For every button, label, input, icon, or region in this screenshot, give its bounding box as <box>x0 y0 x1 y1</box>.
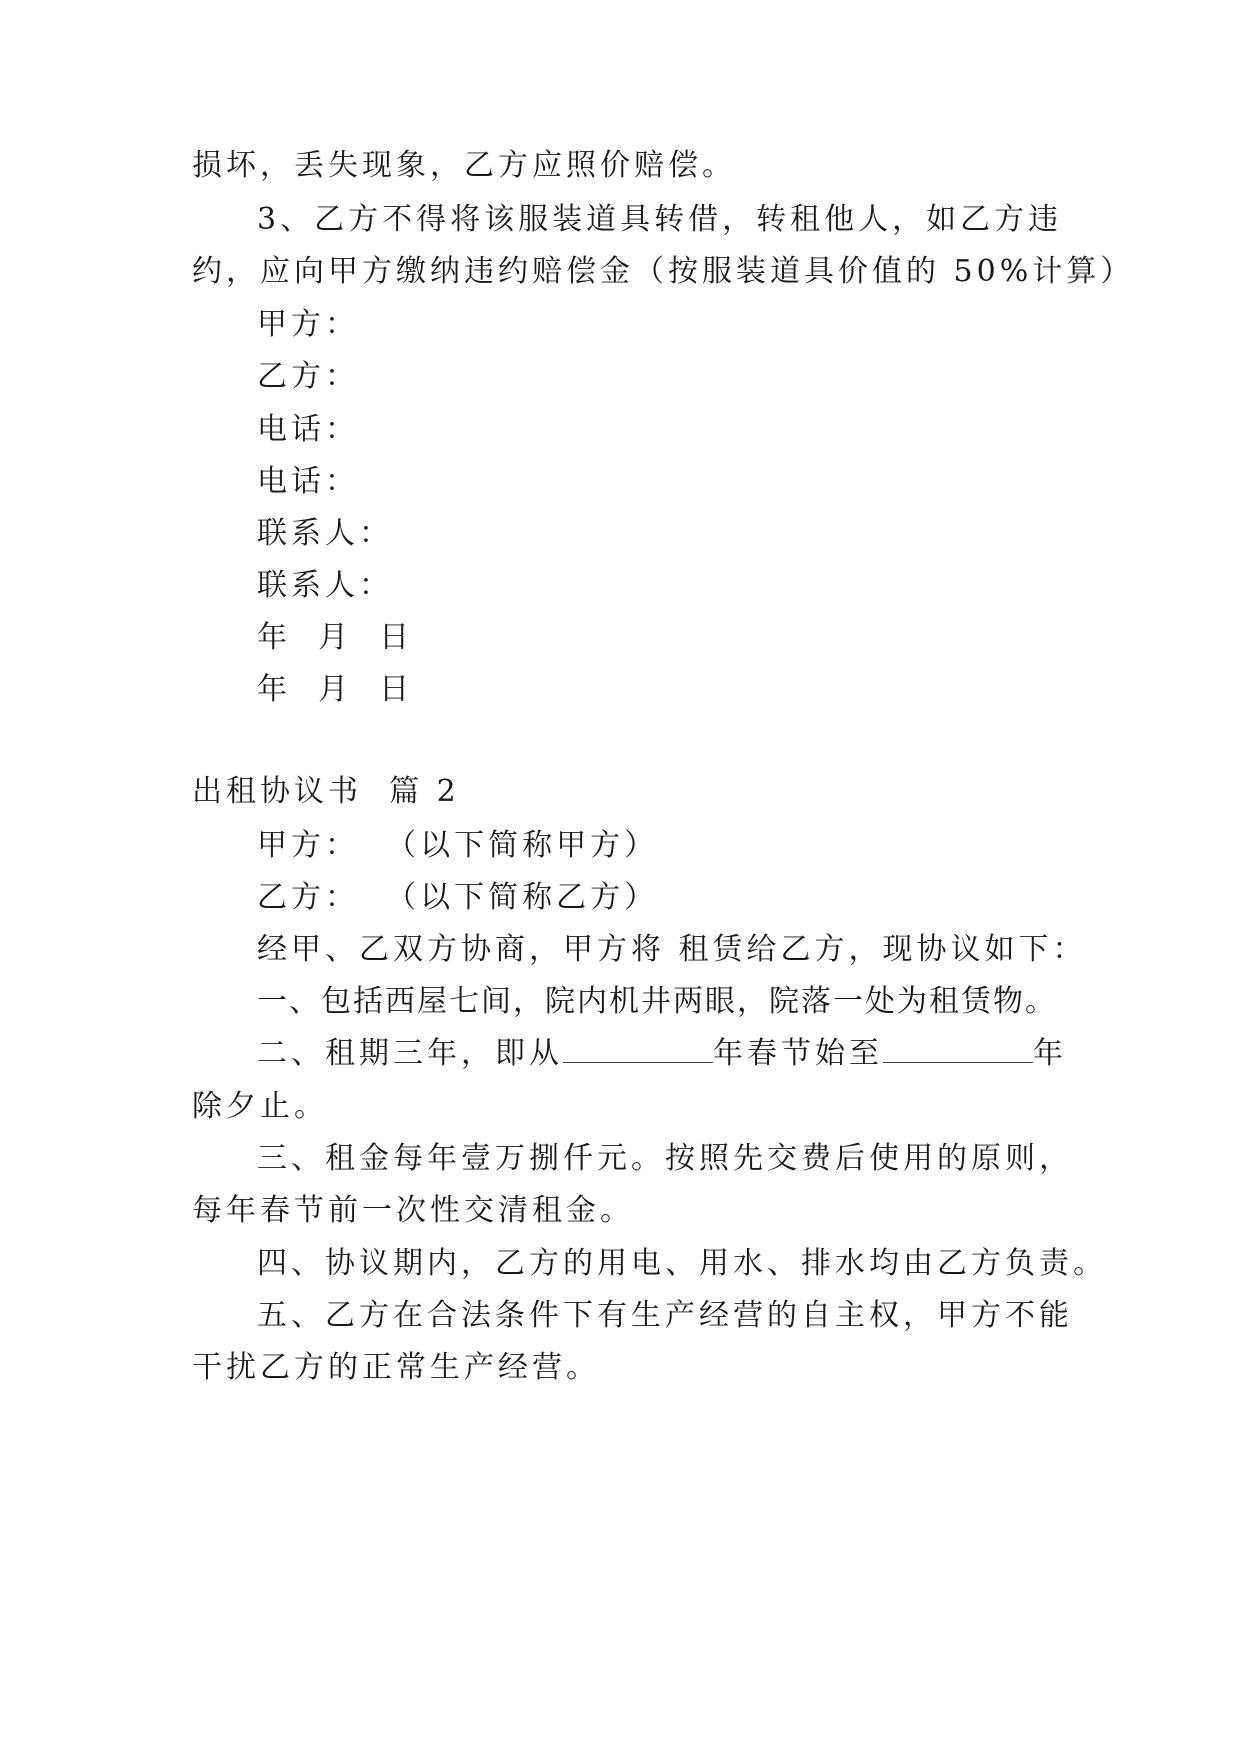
lease-term-line <box>257 1034 1067 1074</box>
text-line: 五、乙方在合法条件下有生产经营的自主权，甲方不能 <box>257 1298 1073 1333</box>
text-line: 除夕止。 <box>192 1089 328 1124</box>
contact-label: 联系人： <box>257 568 393 603</box>
contact-label: 联系人： <box>257 516 393 551</box>
text-line: 四、协议期内，乙方的用电、用水、排水均由乙方负责。 <box>257 1246 1107 1281</box>
date-line: 年 月 日 <box>257 620 414 655</box>
text-line: 3、乙方不得将该服装道具转借，转租他人，如乙方违 <box>257 202 1063 237</box>
section-title: 出租协议书 篇 2 <box>192 774 460 809</box>
text-line: 每年春节前一次性交清租金。 <box>192 1193 634 1228</box>
phone-label: 电话： <box>257 464 359 499</box>
text-line: 一、包括西屋七间，院内机井两眼，院落一处为租赁物。 <box>257 984 1057 1019</box>
lease-term-part: 年春节始至 <box>713 1036 883 1071</box>
text-line: 干扰乙方的正常生产经营。 <box>192 1350 600 1385</box>
text-line: 损坏，丢失现象，乙方应照价赔偿。 <box>192 148 736 183</box>
lease-term-part: 年 <box>1033 1036 1067 1071</box>
fill-blank <box>563 1036 713 1063</box>
date-line: 年 月 日 <box>257 672 414 707</box>
party-a-line: 甲方： （以下简称甲方） <box>257 828 659 863</box>
lease-term-part: 二、租期三年，即从 <box>257 1036 563 1071</box>
party-b-line: 乙方： （以下简称乙方） <box>257 880 659 915</box>
signature-party-b: 乙方： <box>257 359 359 394</box>
text-line: 经甲、乙双方协商，甲方将 租赁给乙方，现协议如下： <box>257 932 1087 967</box>
signature-party-a: 甲方： <box>257 307 359 342</box>
text-line: 约，应向甲方缴纳违约赔偿金（按服装道具价值的 50%计算） <box>192 254 1135 289</box>
phone-label: 电话： <box>257 412 359 447</box>
fill-blank <box>883 1036 1033 1063</box>
text-line: 三、租金每年壹万捌仟元。按照先交费后使用的原则， <box>257 1141 1073 1176</box>
